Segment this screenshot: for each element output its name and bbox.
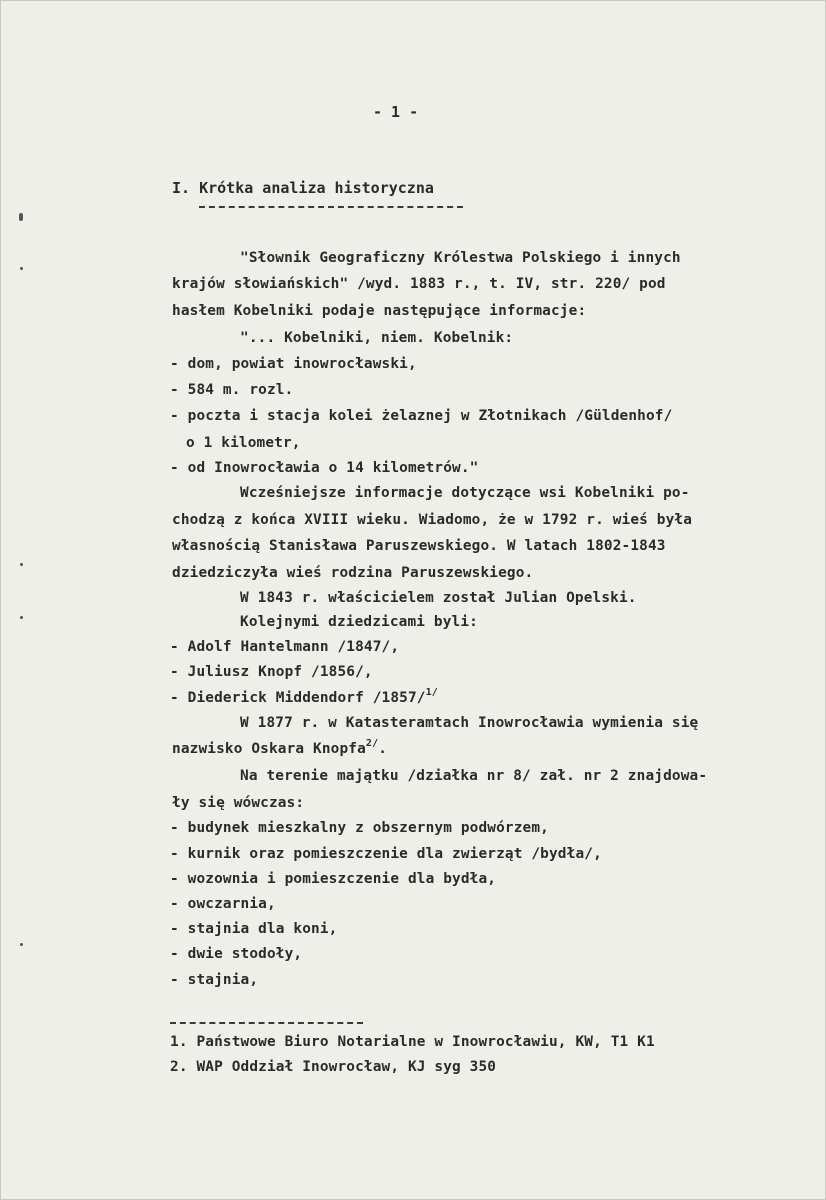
body-line: Kolejnymi dziedzicami byli: <box>240 614 478 630</box>
footnote-ref: 2/ <box>365 738 379 749</box>
heading-underline <box>199 206 463 208</box>
body-line: W 1877 r. w Katasteramtach Inowrocławia wymienia się <box>240 715 699 731</box>
margin-mark <box>20 267 23 270</box>
list-item: - wozownia i pomieszczenie dla bydła, <box>170 871 497 887</box>
list-item: - stajnia dla koni, <box>170 921 338 937</box>
list-item: - budynek mieszkalny z obszernym podwórzem, <box>170 820 549 836</box>
footnote-rule <box>170 1022 363 1024</box>
body-line: "... Kobelniki, niem. Kobelnik: <box>240 330 514 346</box>
body-line: Wcześniejsze informacje dotyczące wsi Kobelniki po- <box>240 485 690 501</box>
footnote-ref: 1/ <box>425 687 438 698</box>
page-number: - 1 - <box>373 103 419 121</box>
list-item-text: - Diederick Middendorf /1857/ <box>170 690 426 706</box>
body-line: W 1843 r. właścicielem został Julian Opelski. <box>240 590 637 606</box>
margin-mark <box>19 213 23 221</box>
body-line: hasłem Kobelniki podaje następujące informacje: <box>172 303 587 319</box>
body-line: dziedziczyła wieś rodzina Paruszewskiego. <box>172 565 534 581</box>
list-item: - dom, powiat inowrocławski, <box>170 356 417 372</box>
body-line-text: nazwisko Oskara Knopfa <box>172 741 366 757</box>
list-item: - Adolf Hantelmann /1847/, <box>170 639 400 655</box>
list-item-continuation: o 1 kilometr, <box>186 435 301 451</box>
list-item: - stajnia, <box>170 972 259 988</box>
footnote-1: 1. Państwowe Biuro Notarialne w Inowrocławiu, KW, T1 K1 <box>170 1034 655 1050</box>
section-heading: I. Krótka analiza historyczna <box>172 179 434 197</box>
body-line <box>172 740 387 758</box>
body-line-end: . <box>378 741 388 757</box>
body-line: własnością Stanisława Paruszewskiego. W latach 1802-1843 <box>172 538 666 554</box>
list-item: - kurnik oraz pomieszczenie dla zwierząt /bydła/, <box>170 846 602 862</box>
body-line: ły się wówczas: <box>172 795 305 811</box>
list-item: - 584 m. rozl. <box>170 382 294 398</box>
body-line: Na terenie majątku /działka nr 8/ zał. nr 2 znajdowa- <box>240 768 708 784</box>
body-line: chodzą z końca XVIII wieku. Wiadomo, że w 1792 r. wieś była <box>172 512 693 528</box>
list-item: - Juliusz Knopf /1856/, <box>170 664 373 680</box>
body-line: krajów słowiańskich" /wyd. 1883 r., t. IV, str. 220/ pod <box>172 276 666 292</box>
margin-mark <box>20 563 23 566</box>
footnote-2: 2. WAP Oddział Inowrocław, KJ syg 350 <box>170 1059 497 1075</box>
list-item: - owczarnia, <box>170 896 276 912</box>
list-item <box>170 689 438 707</box>
list-item: - poczta i stacja kolei żelaznej w Złotnikach /Güldenhof/ <box>170 408 673 424</box>
body-line: "Słownik Geograficzny Królestwa Polskiego i innych <box>240 250 681 266</box>
list-item: - od Inowrocławia o 14 kilometrów." <box>170 460 479 476</box>
margin-mark <box>20 943 23 946</box>
list-item: - dwie stodoły, <box>170 946 303 962</box>
margin-mark <box>20 616 23 619</box>
